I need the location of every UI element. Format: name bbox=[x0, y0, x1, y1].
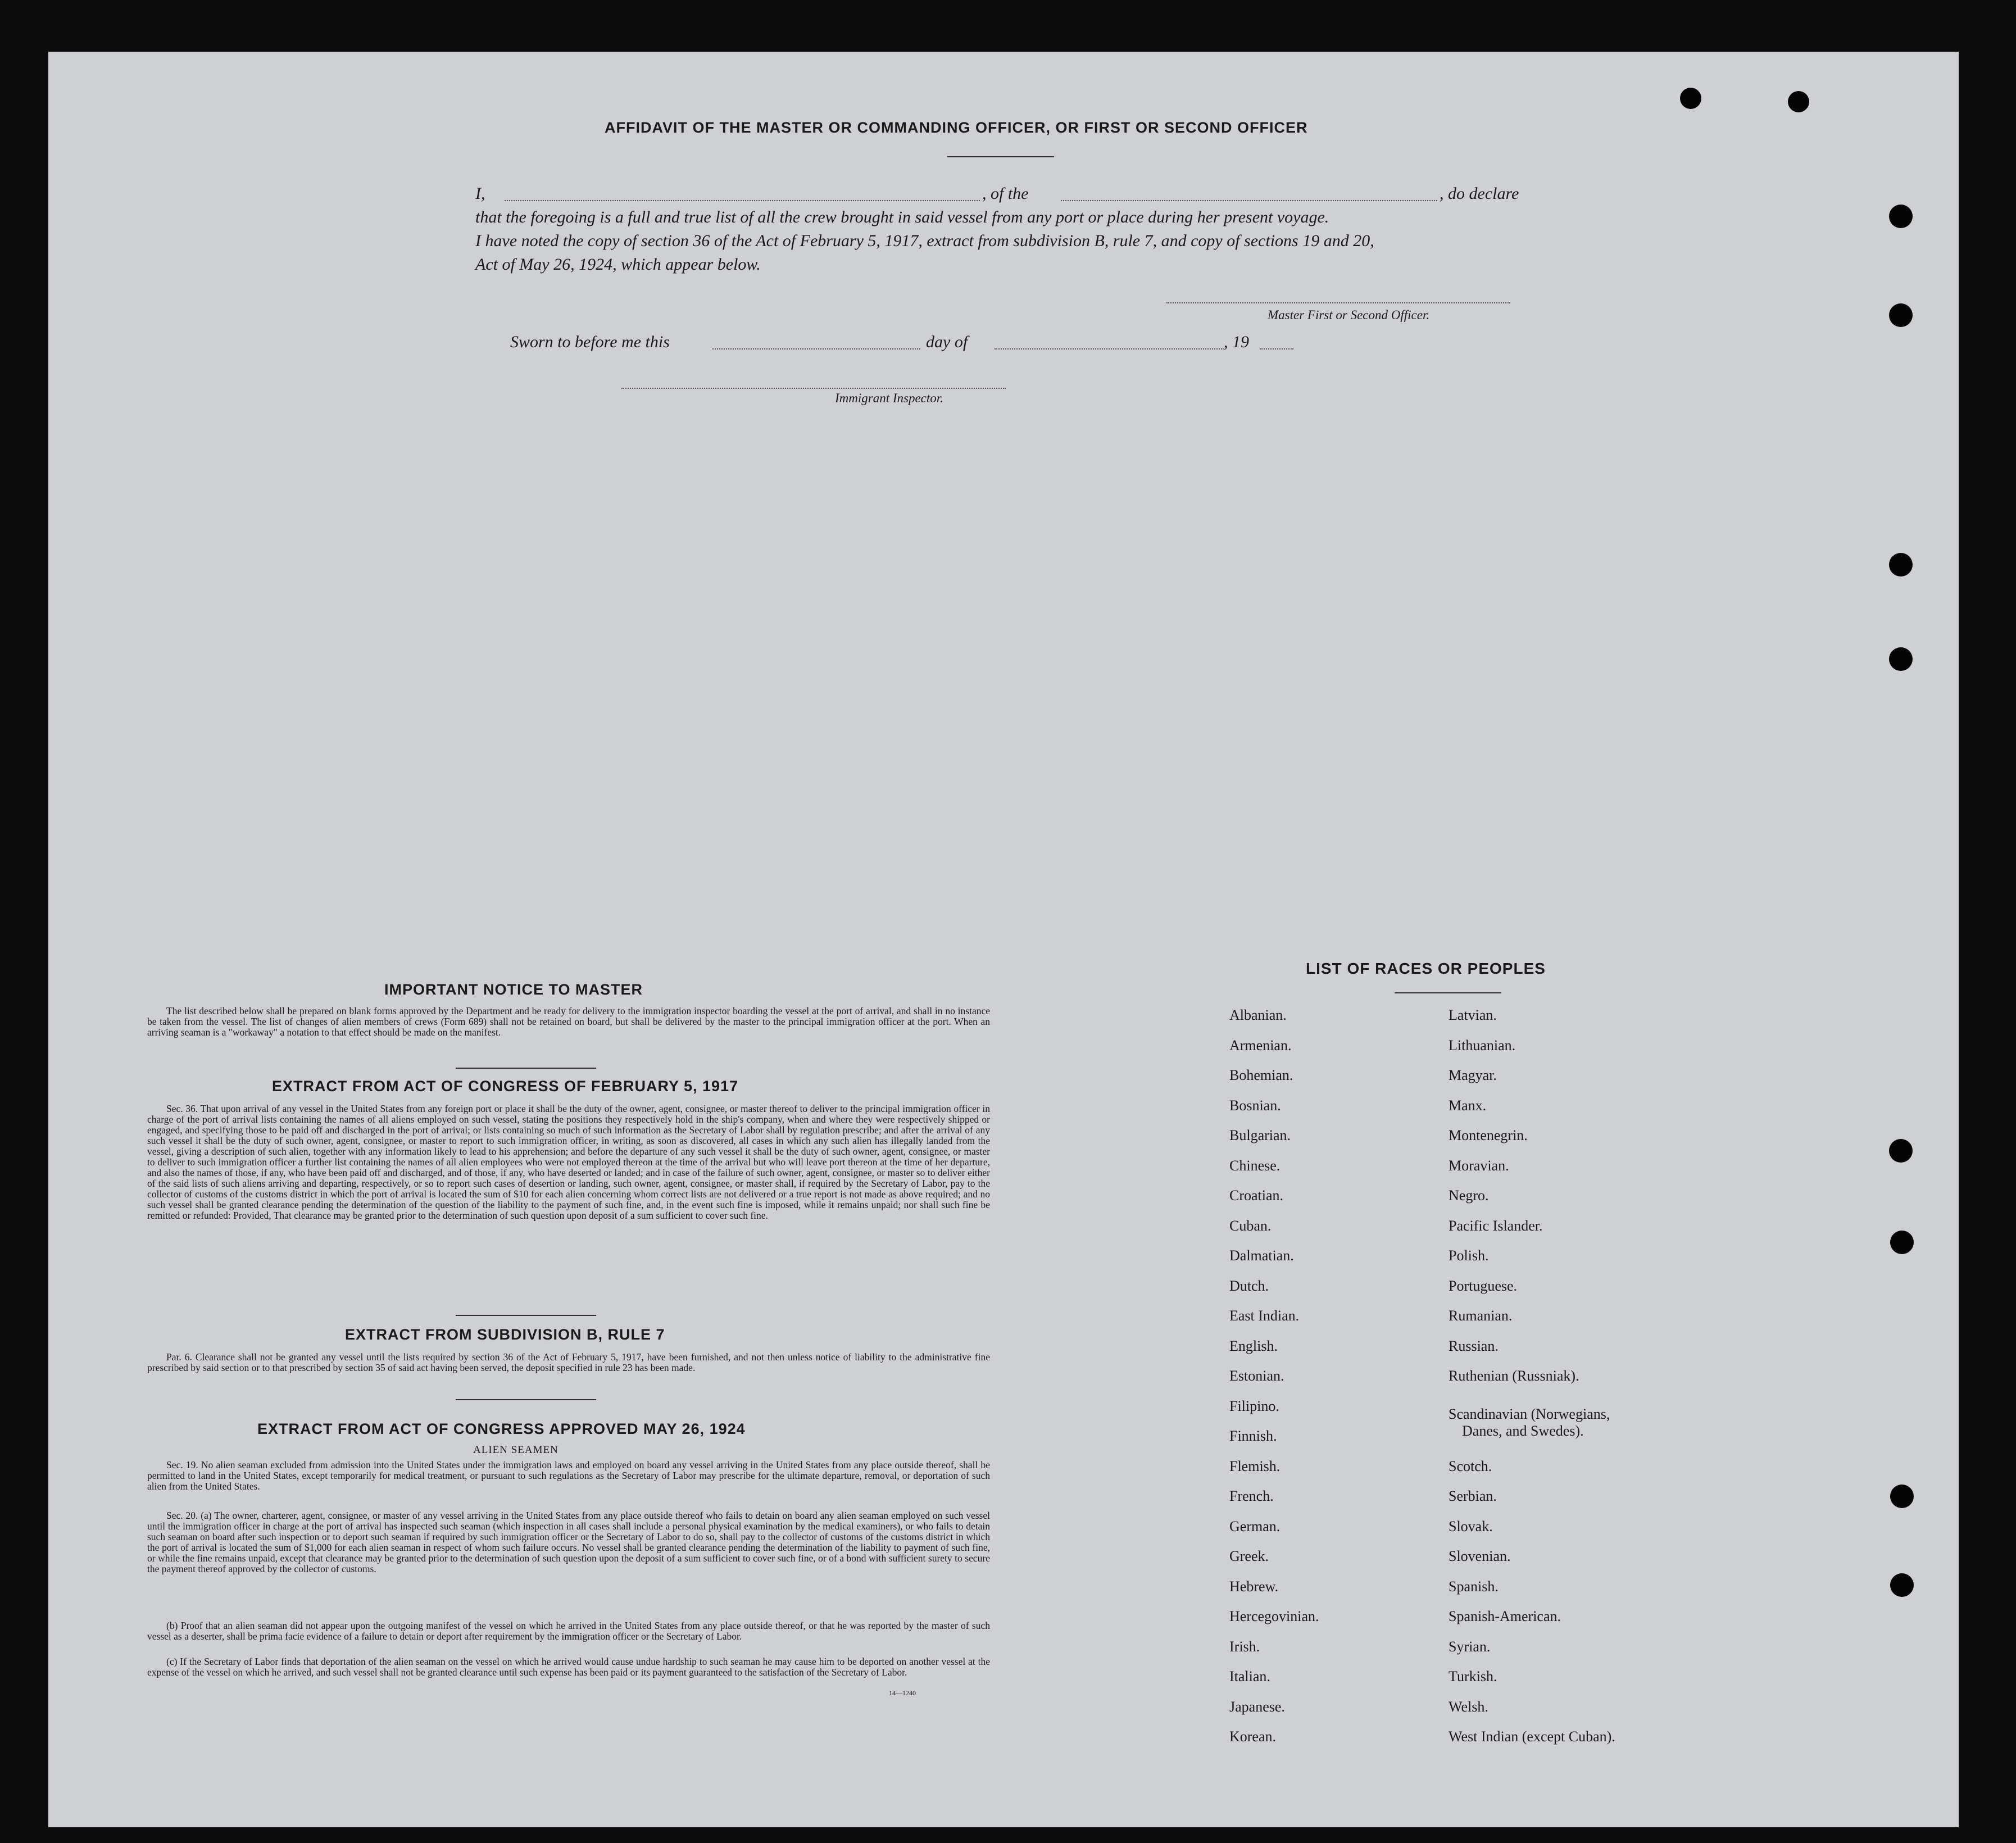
race-item: Rumanian. bbox=[1449, 1308, 1513, 1324]
race-item: Spanish. bbox=[1449, 1578, 1499, 1595]
race-item: Croatian. bbox=[1229, 1187, 1284, 1204]
extract-1924-sec19: Sec. 19. No alien seaman excluded from admission into the United States under the immigration laws and employed on board any vessel arriving in the United States from any place outside thereof, shall be permitted to land in the United States, except temporarily for medical treatment, or pursuant to such regulations as the Secretary of Labor may prescribe for the ultimate departure, removal, or deportation of such alien from the United States. bbox=[147, 1459, 990, 1492]
race-item: Slovak. bbox=[1449, 1518, 1493, 1535]
extract-1917-heading: EXTRACT FROM ACT OF CONGRESS OF FEBRUARY 5, 1917 bbox=[272, 1078, 739, 1095]
punch-hole bbox=[1680, 88, 1701, 109]
race-item: German. bbox=[1229, 1518, 1281, 1535]
punch-hole bbox=[1889, 303, 1913, 327]
race-item: Pacific Islander. bbox=[1449, 1217, 1543, 1234]
race-item: Manx. bbox=[1449, 1097, 1487, 1114]
races-divider bbox=[1395, 992, 1501, 993]
punch-hole bbox=[1889, 553, 1913, 576]
race-item: Albanian. bbox=[1229, 1007, 1287, 1023]
races-list-right bbox=[1449, 1007, 1615, 1759]
sworn-line bbox=[510, 333, 1353, 353]
races-heading: LIST OF RACES OR PEOPLES bbox=[1306, 960, 1546, 977]
race-item: Syrian. bbox=[1449, 1638, 1491, 1655]
section-divider bbox=[456, 1399, 596, 1400]
race-item: Spanish-American. bbox=[1449, 1608, 1561, 1624]
master-signature-field[interactable] bbox=[1166, 302, 1510, 303]
race-item: Negro. bbox=[1449, 1187, 1489, 1204]
race-item: Irish. bbox=[1229, 1638, 1260, 1655]
race-item: West Indian (except Cuban). bbox=[1449, 1728, 1615, 1745]
sworn-year-label: , 19 bbox=[1224, 333, 1249, 351]
race-item: English. bbox=[1229, 1337, 1278, 1354]
race-item: Hebrew. bbox=[1229, 1578, 1279, 1595]
heading-divider bbox=[947, 156, 1054, 157]
race-item: Finnish. bbox=[1229, 1428, 1277, 1444]
vessel-name-field[interactable] bbox=[1061, 200, 1437, 201]
extract-1924-sec20b: (b) Proof that an alien seaman did not appear upon the outgoing manifest of the vessel on which he arrived in the United States from any place outside thereof, or that he was reported by the master of such vessel as a deserter, shall be prima facie evidence of a failure to detain or deport after requirement by the immigration officer or the Secretary of Labor. bbox=[147, 1620, 990, 1642]
punch-hole bbox=[1889, 1139, 1913, 1163]
declaration-line bbox=[475, 184, 1616, 205]
extract-1924-sec20c: (c) If the Secretary of Labor finds that deportation of the alien seaman on the vessel on which he arrived would cause undue hardship to such seaman he may cause him to be deported on another vessel at the expense of the vessel on which he arrived, and such vessel shall not be granted clearance until such expense has been paid or its payment guaranteed to the satisfaction of the Secretary of Labor. bbox=[147, 1656, 990, 1678]
race-item: Bohemian. bbox=[1229, 1067, 1293, 1083]
race-item: Armenian. bbox=[1229, 1037, 1292, 1054]
declarant-prefix: I, bbox=[475, 184, 485, 203]
sworn-day-field[interactable] bbox=[712, 348, 920, 349]
race-item: Montenegrin. bbox=[1449, 1127, 1528, 1143]
sworn-month-field[interactable] bbox=[995, 348, 1224, 349]
extract-1924-sec20a: Sec. 20. (a) The owner, charterer, agent, consignee, or master of any vessel arriving in the United States from any place outside thereof who fails to detain on board any alien seaman employed on such vessel until the immigration officer in charge at the port of arrival has inspected such seaman (which inspection in all cases shall include a personal physical examination by the medical examiners), or who fails to detain such seaman on board after such inspection or to deport such seaman if required by such immigration officer or the Secretary of Labor to do so, shall pay to the collector of customs of the customs district in which the port of arrival is located the sum of $1,000 for each alien seaman in respect of whom such failure occurs. No vessel shall be granted clearance pending the determination of the liability to payment of such fine, or while the fine remains unpaid, except that clearance may be granted prior to the determination of such question upon the deposit of a sum sufficient to cover such fine, or of a bond with sufficient surety to secure the payment thereof approved by the collector of customs. bbox=[147, 1510, 990, 1574]
master-signature-label: Master First or Second Officer. bbox=[1268, 308, 1430, 322]
race-item: Korean. bbox=[1229, 1728, 1277, 1745]
race-item: Lithuanian. bbox=[1449, 1037, 1516, 1054]
race-item: Greek. bbox=[1229, 1548, 1269, 1564]
race-item: Serbian. bbox=[1449, 1488, 1497, 1504]
race-item: Dalmatian. bbox=[1229, 1247, 1294, 1264]
declare-label: , do declare bbox=[1440, 184, 1519, 203]
race-item: Japanese. bbox=[1229, 1698, 1285, 1715]
race-item: Bulgarian. bbox=[1229, 1127, 1291, 1143]
declarant-name-field[interactable] bbox=[505, 200, 980, 201]
punch-hole bbox=[1889, 205, 1913, 228]
inspector-signature-field[interactable] bbox=[621, 388, 1006, 389]
declaration-text-4: Act of May 26, 1924, which appear below. bbox=[475, 255, 761, 274]
race-item: East Indian. bbox=[1229, 1308, 1300, 1324]
race-item: Slovenian. bbox=[1449, 1548, 1511, 1564]
race-item: Turkish. bbox=[1449, 1668, 1497, 1685]
extract-1917-text: Sec. 36. That upon arrival of any vessel in the United States from any foreign port or place it shall be the duty of the owner, agent, consignee, or master thereof to deliver to the principal immigration officer in charge of the port of arrival lists containing the names of all aliens employed on such vessel, stating the positions they respectively hold in the ship's company, when and where they were respectively shipped or engaged, and specifying those to be paid off and discharged in the port of arrival; or lists containing so much of such information as the Secretary of Labor shall by regulation prescribe; and after the arrival of any such vessel it shall be the duty of such owner, agent, consignee, or master to report to such immigration officer, in writing, as soon as discovered, all cases in which any such alien has illegally landed from the vessel, giving a description of such alien, together with any information likely to lead to his apprehension; and before the departure of any such vessel it shall be the duty of such owner, agent, consignee, or master to deliver to such immigration officer a further list containing the names of all alien employees who were not employed thereon at the time of the arrival but who will leave port thereon at the time of her departure, and also the names of those, if any, who have been paid off and discharged, and of those, if any, who have deserted or landed; and in case of the failure of such owner, agent, consignee, or master so to deliver either of the said lists of such aliens arriving and departing, respectively, or so to report such cases of desertion or landing, such owner, agent, consignee, or master shall, if required by the Secretary of Labor, pay to the collector of customs of the customs district in which the port of arrival is located the sum of $10 for each alien concerning whom correct lists are not delivered or a true report is not made as above required; and no such vessel shall be granted clearance pending the determination of the question of the liability to the payment of such fine, and, in the event such fine is imposed, while it remains unpaid; nor shall such fine be remitted or refunded: Provided, That clearance may be granted prior to the determination of such question upon deposit of a sum sufficient to cover such fine. bbox=[147, 1103, 990, 1221]
extract-rule7-heading: EXTRACT FROM SUBDIVISION B, RULE 7 bbox=[345, 1326, 665, 1343]
notice-text: The list described below shall be prepared on blank forms approved by the Department and be ready for delivery to the immigration inspector boarding the vessel at the port of arrival, and shall in no instance be taken from the vessel. The list of changes of alien members of crews (Form 689) shall not be retained on board, but shall be delivered by the master to the principal immigration officer at the port. When an arriving seaman is a "workaway" a notation to that effect should be made on the manifest. bbox=[147, 1005, 990, 1038]
declaration-text-3: I have noted the copy of section 36 of the Act of February 5, 1917, extract from subdivision B, rule 7, and copy of sections 19 and 20, bbox=[475, 231, 1374, 250]
race-scandinavian-line2: Danes, and Swedes). bbox=[1462, 1422, 1584, 1439]
race-item: Bosnian. bbox=[1229, 1097, 1281, 1114]
race-item: Scotch. bbox=[1449, 1458, 1492, 1474]
race-item: Polish. bbox=[1449, 1247, 1489, 1264]
form-number: 14—1240 bbox=[889, 1689, 916, 1697]
punch-hole bbox=[1890, 1231, 1914, 1254]
punch-hole bbox=[1788, 91, 1809, 112]
alien-seamen-subheading: ALIEN SEAMEN bbox=[473, 1444, 559, 1456]
sworn-day-label: day of bbox=[926, 333, 968, 351]
race-item: Hercegovinian. bbox=[1229, 1608, 1319, 1624]
punch-hole bbox=[1890, 1485, 1914, 1508]
race-item: French. bbox=[1229, 1488, 1274, 1504]
race-scandinavian-line1: Scandinavian (Norwegians, bbox=[1449, 1405, 1610, 1422]
punch-hole bbox=[1890, 1573, 1914, 1597]
race-item: Magyar. bbox=[1449, 1067, 1497, 1083]
race-item: Dutch. bbox=[1229, 1277, 1269, 1294]
sworn-prefix: Sworn to before me this bbox=[510, 333, 670, 351]
declaration-text-2: that the foregoing is a full and true list of all the crew brought in said vessel from any port or place during her present voyage. bbox=[475, 208, 1329, 226]
section-divider bbox=[456, 1315, 596, 1316]
race-item: Cuban. bbox=[1229, 1217, 1272, 1234]
race-item: Filipino. bbox=[1229, 1397, 1279, 1414]
race-item: Italian. bbox=[1229, 1668, 1270, 1685]
vessel-of-label: , of the bbox=[982, 184, 1029, 203]
race-item: Flemish. bbox=[1229, 1458, 1281, 1474]
race-item: Ruthenian (Russniak). bbox=[1449, 1368, 1579, 1384]
race-item: Welsh. bbox=[1449, 1698, 1488, 1715]
races-list-left bbox=[1229, 1007, 1319, 1759]
race-item: Portuguese. bbox=[1449, 1277, 1518, 1294]
race-item: Estonian. bbox=[1229, 1368, 1284, 1384]
race-item: Latvian. bbox=[1449, 1007, 1497, 1023]
sworn-year-field[interactable] bbox=[1260, 348, 1293, 349]
extract-1924-heading: EXTRACT FROM ACT OF CONGRESS APPROVED MAY 26, 1924 bbox=[257, 1420, 746, 1437]
race-item: Russian. bbox=[1449, 1337, 1499, 1354]
affidavit-heading: AFFIDAVIT OF THE MASTER OR COMMANDING OFFICER, OR FIRST OR SECOND OFFICER bbox=[605, 119, 1308, 136]
inspector-signature-label: Immigrant Inspector. bbox=[835, 391, 943, 405]
punch-hole bbox=[1889, 647, 1913, 671]
section-divider bbox=[456, 1068, 596, 1069]
extract-rule7-text: Par. 6. Clearance shall not be granted any vessel until the lists required by section 36 of the Act of February 5, 1917, have been furnished, and not then unless notice of liability to the administrative fine prescribed by said section or to that prescribed by section 35 of said act having been served, the deposit specified in rule 23 has been made. bbox=[147, 1351, 990, 1373]
race-item-scandinavian bbox=[1449, 1398, 1615, 1458]
race-item: Chinese. bbox=[1229, 1157, 1281, 1174]
race-item: Moravian. bbox=[1449, 1157, 1509, 1174]
document-page bbox=[48, 52, 1959, 1827]
notice-heading: IMPORTANT NOTICE TO MASTER bbox=[384, 981, 643, 998]
